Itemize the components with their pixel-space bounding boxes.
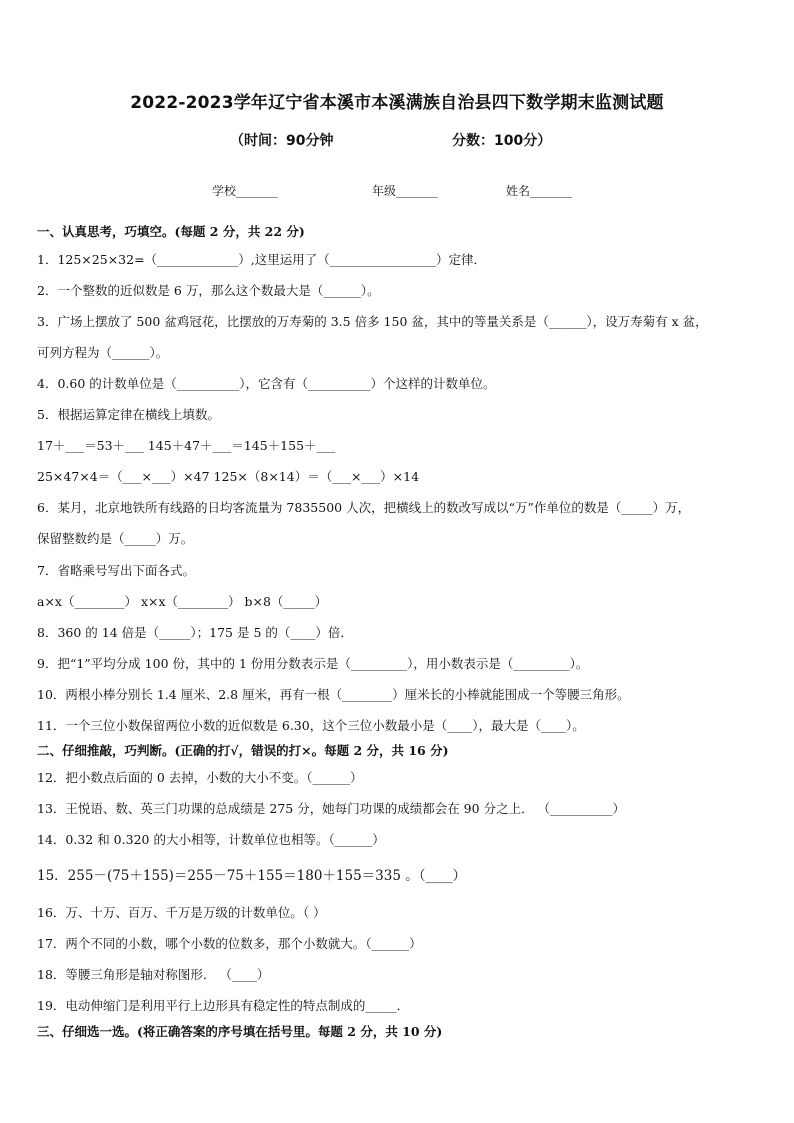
question-5: 5．根据运算定律在横线上填数。 <box>37 407 220 422</box>
question-3-cont: 可列方程为（______）。 <box>37 345 169 360</box>
section-2-heading: 二、仔细推敲，巧判断。(正确的打√，错误的打×。每题 2 分，共 16 分) <box>37 743 449 758</box>
exam-score: 分数：100分） <box>452 133 552 149</box>
question-8: 8．360 的 14 倍是（_____）；175 是 5 的（____）倍． <box>37 625 353 640</box>
grade-field[interactable]: 年级_______ <box>372 184 439 198</box>
exam-time: （时间：90分钟 <box>230 133 334 149</box>
question-13: 13．王悦语、数、英三门功课的总成绩是 275 分，她每门功课的成绩都会在 90 分之上． （__________） <box>37 801 626 816</box>
question-5-row-2: 25×47×4＝（___×___）×47 125×（8×14）＝（___×___）×14 <box>37 469 420 484</box>
question-18: 18．等腰三角形是轴对称图形． （____） <box>37 967 270 982</box>
question-2: 2．一个整数的近似数是 6 万，那么这个数最大是（______）。 <box>37 283 380 298</box>
question-3: 3．广场上摆放了 500 盆鸡冠花，比摆放的万寿菊的 3.5 倍多 150 盆，其中的等量关系是（______），设万寿菊有 x 盆， <box>37 314 708 329</box>
question-19: 19．电动伸缩门是利用平行上边形具有稳定性的特点制成的_____． <box>37 998 410 1013</box>
exam-title: 2022-2023学年辽宁省本溪市本溪满族自治县四下数学期末监测试题 <box>130 93 664 113</box>
question-7: 7．省略乘号写出下面各式。 <box>37 563 195 578</box>
question-7-items: a×x（________） x×x（________） b×8（_____） <box>37 594 328 609</box>
question-10: 10．两根小棒分别长 1.4 厘米、2.8 厘米，再有一根（________）厘米长的小棒就能围成一个等腰三角形。 <box>37 687 630 702</box>
question-14: 14．0.32 和 0.320 的大小相等，计数单位也相等。（______） <box>37 832 385 847</box>
question-4: 4．0.60 的计数单位是（__________），它含有（__________）个这样的计数单位。 <box>37 376 496 391</box>
question-12: 12．把小数点后面的 0 去掉，小数的大小不变。（______） <box>37 770 363 785</box>
question-5-row-1: 17＋___＝53＋___ 145＋47＋___＝145＋155＋___ <box>37 438 336 453</box>
section-1-heading: 一、认真思考，巧填空。(每题 2 分，共 22 分) <box>37 224 305 239</box>
section-3-heading: 三、仔细选一选。(将正确答案的序号填在括号里。每题 2 分，共 10 分) <box>37 1024 443 1039</box>
question-16: 16．万、十万、百万、千万是万级的计数单位。（ ） <box>37 905 326 920</box>
question-17: 17．两个不同的小数，哪个小数的位数多，那个小数就大。（______） <box>37 936 422 951</box>
question-6: 6．某月，北京地铁所有线路的日均客流量为 7835500 人次，把横线上的数改写成以“万”作单位的数是（_____）万， <box>37 500 691 515</box>
question-6-cont: 保留整数约是（_____）万。 <box>37 531 194 546</box>
question-9: 9．把“1”平均分成 100 份，其中的 1 份用分数表示是（_________），用小数表示是（_________）。 <box>37 656 589 671</box>
question-15: 15．255－(75＋155)＝255－75＋155＝180＋155＝335 。（____） <box>37 868 466 884</box>
name-field[interactable]: 姓名_______ <box>506 184 573 198</box>
question-1: 1．125×25×32=（_____________）,这里运用了（_________________）定律． <box>37 252 487 267</box>
school-field[interactable]: 学校_______ <box>212 184 279 198</box>
question-11: 11．一个三位小数保留两位小数的近似数是 6.30，这个三位小数最小是（____），最大是（____）。 <box>37 718 585 733</box>
